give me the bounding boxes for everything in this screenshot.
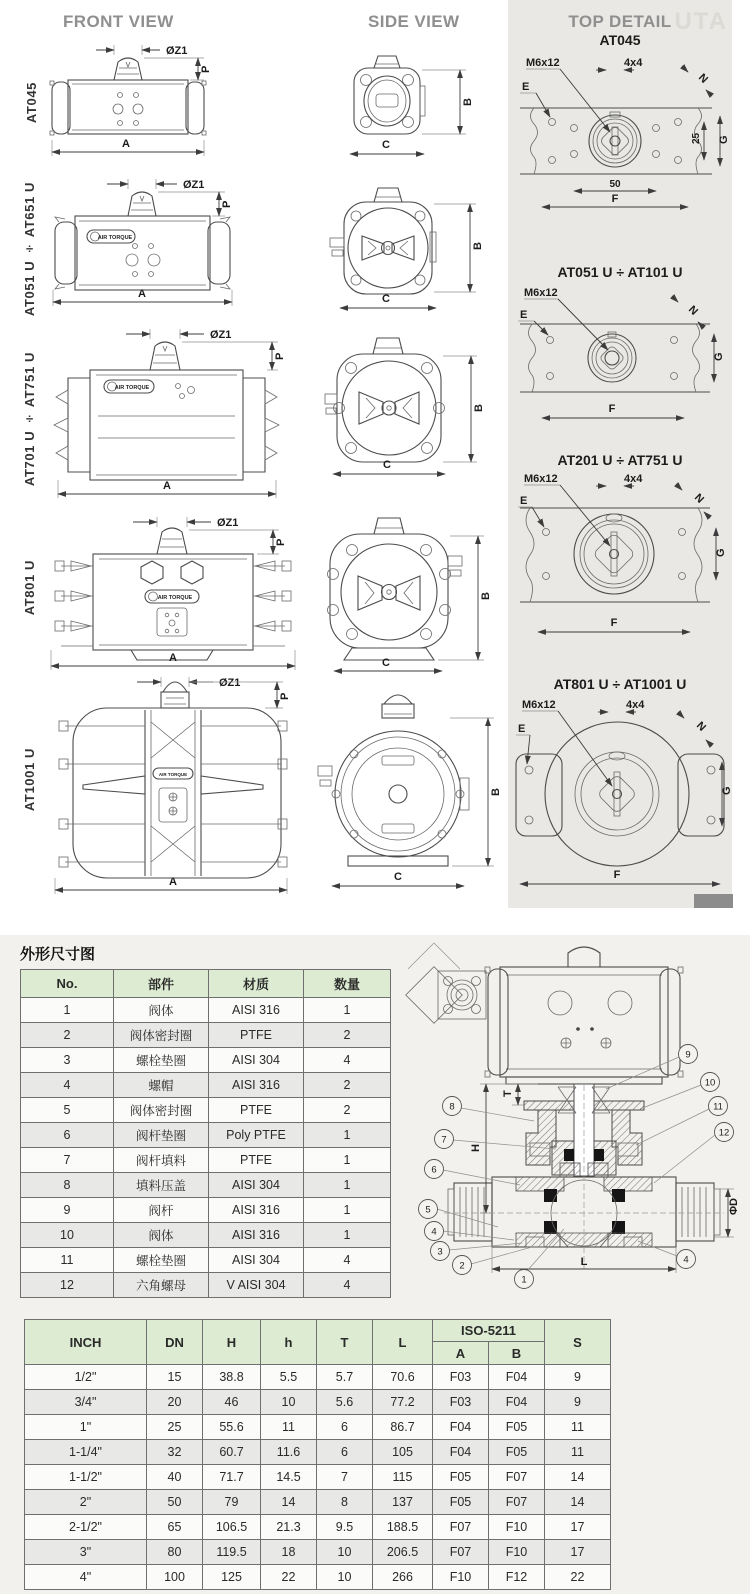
- table-cell: 106.5: [203, 1515, 261, 1540]
- front-view-at701: [28, 318, 313, 510]
- table-cell: 79: [203, 1490, 261, 1515]
- valve-dim-l: L: [580, 1256, 588, 1268]
- dim-p-label: P: [274, 352, 286, 360]
- table-cell: F04: [433, 1440, 489, 1465]
- brand-logo: AIR TORQUE: [158, 772, 188, 777]
- e-label: E: [518, 723, 526, 735]
- dim-25-label: 25: [691, 132, 702, 144]
- table-cell: 100: [147, 1565, 203, 1590]
- table-cell: 10: [317, 1565, 373, 1590]
- svg-text:1: 1: [521, 1274, 527, 1286]
- front-view-at045: [38, 36, 268, 166]
- table-cell: 46: [203, 1390, 261, 1415]
- table-row: [21, 1248, 391, 1273]
- table-cell: F07: [433, 1540, 489, 1565]
- callout-4b: [677, 1250, 696, 1269]
- dim-50-label: 50: [609, 179, 621, 190]
- table-cell: AISI 316: [209, 998, 304, 1023]
- table-cell: 11: [21, 1248, 114, 1273]
- table-cell: AISI 316: [209, 1223, 304, 1248]
- callout-12: [715, 1123, 734, 1142]
- table-cell: 18: [261, 1540, 317, 1565]
- col-h: h: [261, 1320, 317, 1365]
- model-label-at1001: AT1001 U: [22, 748, 37, 812]
- table-cell: 5: [21, 1098, 114, 1123]
- top-detail-at801: [512, 696, 733, 896]
- table-cell: 20: [147, 1390, 203, 1415]
- size-table-header-row-1: [25, 1320, 611, 1342]
- table-cell: 10: [317, 1540, 373, 1565]
- n-label: N: [695, 71, 710, 86]
- col-H: H: [203, 1320, 261, 1365]
- table-cell: F10: [489, 1515, 545, 1540]
- table-cell: 137: [373, 1490, 433, 1515]
- table-cell: 14: [261, 1490, 317, 1515]
- table-cell: 7: [21, 1148, 114, 1173]
- square-label: 4x4: [624, 57, 643, 69]
- table-cell: 105: [373, 1440, 433, 1465]
- table-cell: F03: [433, 1365, 489, 1390]
- dim-c-label: C: [382, 293, 390, 305]
- table-cell: 55.6: [203, 1415, 261, 1440]
- table-cell: 14: [545, 1490, 611, 1515]
- side-view-at045: [338, 48, 496, 160]
- table-cell: 1-1/4": [25, 1440, 147, 1465]
- table-cell: Poly PTFE: [209, 1123, 304, 1148]
- dim-p-label: P: [279, 692, 291, 700]
- table-row: [21, 1223, 391, 1248]
- col-iso-b: B: [489, 1342, 545, 1365]
- g-label: G: [721, 786, 733, 795]
- table-cell: 119.5: [203, 1540, 261, 1565]
- table-row: [25, 1390, 611, 1415]
- table-cell: 12: [21, 1273, 114, 1298]
- table-cell: 阀体密封圈: [114, 1023, 209, 1048]
- table-row: [25, 1490, 611, 1515]
- screw-label: M6x12: [526, 57, 560, 69]
- specs-section: [0, 935, 750, 1594]
- table-cell: F04: [489, 1365, 545, 1390]
- size-table: [24, 1319, 611, 1590]
- callout-4a: [425, 1222, 444, 1241]
- table-cell: 21.3: [261, 1515, 317, 1540]
- callout-6: [425, 1160, 444, 1179]
- dim-a-label: A: [122, 138, 130, 150]
- table-cell: 11: [545, 1415, 611, 1440]
- callout-5: [419, 1200, 438, 1219]
- e-label: E: [520, 495, 528, 507]
- table-cell: 7: [317, 1465, 373, 1490]
- callout-8: [443, 1097, 462, 1116]
- f-label: F: [611, 193, 619, 205]
- table-row: [21, 1048, 391, 1073]
- svg-text:12: 12: [718, 1127, 730, 1139]
- screw-label: M6x12: [522, 699, 556, 711]
- table-cell: 15: [147, 1365, 203, 1390]
- table-cell: 9.5: [317, 1515, 373, 1540]
- table-cell: 1": [25, 1415, 147, 1440]
- table-cell: 阀体密封圈: [114, 1098, 209, 1123]
- dim-z1-label: ØZ1: [217, 517, 239, 529]
- table-cell: 10: [21, 1223, 114, 1248]
- dim-a-label: A: [138, 288, 146, 300]
- table-cell: 4: [304, 1048, 391, 1073]
- valve-dim-h: H: [470, 1144, 482, 1152]
- model-label-at801: AT801 U: [22, 560, 37, 616]
- top-detail-title-at801: AT801 U ÷ AT1001 U: [553, 676, 687, 692]
- dim-c-label: C: [382, 657, 390, 669]
- e-label: E: [522, 81, 530, 93]
- screw-label: M6x12: [524, 287, 558, 299]
- table-cell: 115: [373, 1465, 433, 1490]
- table-cell: 25: [147, 1415, 203, 1440]
- table-cell: 1-1/2": [25, 1465, 147, 1490]
- table-cell: 11: [261, 1415, 317, 1440]
- dim-c-label: C: [383, 459, 391, 471]
- callout-2: [453, 1256, 472, 1275]
- svg-text:11: 11: [713, 1101, 723, 1113]
- dim-b-label: B: [473, 404, 485, 412]
- side-view-at051: [330, 180, 500, 312]
- model-label-at051: AT051 U ÷ AT651 U: [22, 182, 37, 317]
- table-row: [21, 1098, 391, 1123]
- dim-z1-label: ØZ1: [166, 45, 188, 57]
- table-cell: 3": [25, 1540, 147, 1565]
- callout-7: [435, 1130, 454, 1149]
- table-cell: F10: [489, 1540, 545, 1565]
- table-cell: 阀杆垫圈: [114, 1123, 209, 1148]
- svg-text:2: 2: [459, 1260, 465, 1272]
- dim-b-label: B: [472, 242, 484, 250]
- f-label: F: [610, 617, 618, 629]
- table-cell: 3: [21, 1048, 114, 1073]
- g-label: G: [715, 548, 727, 557]
- table-cell: F07: [489, 1490, 545, 1515]
- svg-text:8: 8: [449, 1101, 455, 1113]
- table-cell: 1: [304, 1148, 391, 1173]
- parts-table-header-row: [21, 970, 391, 998]
- side-view-at801: [320, 510, 506, 674]
- table-row: [21, 1123, 391, 1148]
- table-row: [25, 1440, 611, 1465]
- f-label: F: [613, 869, 621, 881]
- table-cell: 10: [261, 1390, 317, 1415]
- table-cell: 5.5: [261, 1365, 317, 1390]
- table-cell: 1: [304, 1123, 391, 1148]
- watermark: UTA: [674, 8, 728, 35]
- table-row: [25, 1365, 611, 1390]
- dim-b-label: B: [490, 788, 502, 796]
- table-cell: F10: [433, 1565, 489, 1590]
- table-cell: 60.7: [203, 1440, 261, 1465]
- table-cell: 125: [203, 1565, 261, 1590]
- table-row: [25, 1565, 611, 1590]
- valve-dim-t: T: [502, 1090, 514, 1097]
- table-cell: 14: [545, 1465, 611, 1490]
- table-cell: 3/4": [25, 1390, 147, 1415]
- dim-a-label: A: [169, 652, 177, 664]
- svg-text:10: 10: [704, 1077, 716, 1089]
- table-cell: 阀体: [114, 1223, 209, 1248]
- top-detail-at045: [512, 52, 728, 214]
- col-inch: INCH: [25, 1320, 147, 1365]
- table-cell: AISI 304: [209, 1048, 304, 1073]
- col-iso-a: A: [433, 1342, 489, 1365]
- table-cell: F12: [489, 1565, 545, 1590]
- table-row: [21, 1173, 391, 1198]
- table-cell: 5.6: [317, 1390, 373, 1415]
- table-row: [21, 1148, 391, 1173]
- table-cell: 螺栓垫圈: [114, 1048, 209, 1073]
- table-cell: 65: [147, 1515, 203, 1540]
- callout-9: [679, 1045, 698, 1064]
- table-cell: F07: [433, 1515, 489, 1540]
- g-label: G: [718, 135, 730, 144]
- front-view-at801: [25, 508, 320, 672]
- table-cell: 螺帽: [114, 1073, 209, 1098]
- svg-text:5: 5: [425, 1204, 431, 1216]
- col-part: 部件: [114, 970, 209, 998]
- table-row: [25, 1465, 611, 1490]
- top-detail-title-at051: AT051 U ÷ AT101 U: [557, 264, 683, 280]
- table-cell: F03: [433, 1390, 489, 1415]
- table-row: [21, 1198, 391, 1223]
- table-cell: 4: [304, 1273, 391, 1298]
- dim-a-label: A: [163, 480, 171, 492]
- table-cell: 206.5: [373, 1540, 433, 1565]
- side-view-heading: SIDE VIEW: [368, 12, 460, 31]
- table-cell: F04: [489, 1390, 545, 1415]
- n-label: N: [693, 719, 708, 734]
- table-cell: AISI 304: [209, 1248, 304, 1273]
- table-cell: 1/2": [25, 1365, 147, 1390]
- parts-table: [20, 969, 391, 1298]
- table-cell: 阀杆: [114, 1198, 209, 1223]
- dim-b-label: B: [480, 592, 492, 600]
- svg-text:7: 7: [441, 1134, 447, 1146]
- table-cell: 1: [21, 998, 114, 1023]
- col-S: S: [545, 1320, 611, 1365]
- svg-text:3: 3: [437, 1246, 443, 1258]
- table-cell: 4: [21, 1073, 114, 1098]
- top-detail-title-at045: AT045: [599, 32, 641, 48]
- brand-logo: AIR TORQUE: [114, 385, 150, 391]
- brand-logo: AIR TORQUE: [97, 235, 133, 241]
- table-cell: 阀体: [114, 998, 209, 1023]
- table-cell: 5.7: [317, 1365, 373, 1390]
- front-view-at1001: [25, 664, 320, 896]
- callout-11: [709, 1097, 728, 1116]
- table-cell: 11: [545, 1440, 611, 1465]
- table-cell: 6: [317, 1415, 373, 1440]
- table-row: [21, 998, 391, 1023]
- col-L: L: [373, 1320, 433, 1365]
- table-cell: 6: [317, 1440, 373, 1465]
- table-cell: 71.7: [203, 1465, 261, 1490]
- top-detail-heading: TOP DETAIL: [568, 12, 672, 31]
- table-cell: 50: [147, 1490, 203, 1515]
- table-cell: 2": [25, 1490, 147, 1515]
- table-cell: 9: [21, 1198, 114, 1223]
- callout-10: [701, 1073, 720, 1092]
- table-cell: 14.5: [261, 1465, 317, 1490]
- table-cell: 9: [545, 1365, 611, 1390]
- table-cell: 1: [304, 1198, 391, 1223]
- table-cell: 2: [304, 1098, 391, 1123]
- table-cell: 17: [545, 1540, 611, 1565]
- table-cell: 2: [304, 1073, 391, 1098]
- table-cell: 4": [25, 1565, 147, 1590]
- top-detail-at051: [512, 284, 728, 434]
- table-cell: 1: [304, 1173, 391, 1198]
- table-cell: AISI 316: [209, 1073, 304, 1098]
- table-cell: 2: [21, 1023, 114, 1048]
- table-cell: AISI 304: [209, 1173, 304, 1198]
- table-cell: 188.5: [373, 1515, 433, 1540]
- table-cell: PTFE: [209, 1098, 304, 1123]
- table-row: [25, 1540, 611, 1565]
- table-cell: 32: [147, 1440, 203, 1465]
- table-cell: 40: [147, 1465, 203, 1490]
- col-qty: 数量: [304, 970, 391, 998]
- col-material: 材质: [209, 970, 304, 998]
- dim-c-label: C: [382, 139, 390, 151]
- dim-a-label: A: [169, 876, 177, 888]
- model-label-at701: AT701 U ÷ AT751 U: [22, 352, 37, 487]
- table-cell: 8: [317, 1490, 373, 1515]
- table-cell: PTFE: [209, 1023, 304, 1048]
- table-cell: 1: [304, 1223, 391, 1248]
- table-cell: 22: [261, 1565, 317, 1590]
- table-cell: 4: [304, 1248, 391, 1273]
- brand-logo: AIR TORQUE: [157, 595, 193, 601]
- table-cell: F05: [433, 1490, 489, 1515]
- table-cell: 11.6: [261, 1440, 317, 1465]
- table-cell: 266: [373, 1565, 433, 1590]
- side-view-at1001: [318, 682, 510, 894]
- svg-text:9: 9: [685, 1049, 691, 1061]
- table-cell: 6: [21, 1123, 114, 1148]
- screw-label: M6x12: [524, 473, 558, 485]
- table-cell: 8: [21, 1173, 114, 1198]
- n-label: N: [691, 491, 706, 506]
- dim-c-label: C: [394, 871, 402, 883]
- col-dn: DN: [147, 1320, 203, 1365]
- dim-b-label: B: [462, 98, 474, 106]
- side-view-at701: [325, 328, 501, 478]
- table-cell: 阀杆填料: [114, 1148, 209, 1173]
- table-cell: 螺栓垫圈: [114, 1248, 209, 1273]
- square-label: 4x4: [624, 473, 643, 485]
- dim-p-label: P: [200, 65, 212, 73]
- dim-p-label: P: [275, 538, 287, 546]
- table-cell: 77.2: [373, 1390, 433, 1415]
- col-iso5211: ISO-5211: [433, 1320, 545, 1342]
- table-cell: AISI 316: [209, 1198, 304, 1223]
- n-label: N: [685, 303, 700, 318]
- table-cell: 70.6: [373, 1365, 433, 1390]
- e-label: E: [520, 309, 528, 321]
- table-cell: 86.7: [373, 1415, 433, 1440]
- table-cell: 22: [545, 1565, 611, 1590]
- front-view-heading: FRONT VIEW: [63, 12, 174, 31]
- dim-z1-label: ØZ1: [183, 179, 205, 191]
- callout-1: [515, 1270, 534, 1289]
- table-cell: F05: [433, 1465, 489, 1490]
- table-cell: 9: [545, 1390, 611, 1415]
- f-label: F: [608, 403, 616, 415]
- table-cell: 2: [304, 1023, 391, 1048]
- svg-text:4: 4: [431, 1226, 437, 1238]
- table-row: [25, 1515, 611, 1540]
- valve-assembly-diagram: [388, 937, 750, 1295]
- dim-z1-label: ØZ1: [219, 677, 241, 689]
- table-cell: 1: [304, 998, 391, 1023]
- svg-text:6: 6: [431, 1164, 437, 1176]
- table-cell: F05: [489, 1415, 545, 1440]
- model-label-at045: AT045: [24, 82, 39, 124]
- table-row: [21, 1023, 391, 1048]
- table-cell: V AISI 304: [209, 1273, 304, 1298]
- valve-dim-d: ΦD: [728, 1198, 740, 1215]
- svg-text:4: 4: [683, 1254, 689, 1266]
- dim-z1-label: ØZ1: [210, 329, 232, 341]
- col-no: No.: [21, 970, 114, 998]
- table-cell: 38.8: [203, 1365, 261, 1390]
- table-row: [21, 1273, 391, 1298]
- scan-artifact: [694, 894, 733, 908]
- top-detail-at201: [512, 470, 728, 656]
- table-cell: PTFE: [209, 1148, 304, 1173]
- table-cell: F07: [489, 1465, 545, 1490]
- table-row: [25, 1415, 611, 1440]
- table-cell: 17: [545, 1515, 611, 1540]
- table-row: [21, 1073, 391, 1098]
- g-label: G: [713, 352, 725, 361]
- callout-3: [431, 1242, 450, 1261]
- dim-p-label: P: [221, 200, 233, 208]
- col-T: T: [317, 1320, 373, 1365]
- top-detail-title-at201: AT201 U ÷ AT751 U: [557, 452, 683, 468]
- table-cell: 80: [147, 1540, 203, 1565]
- table-cell: 填料压盖: [114, 1173, 209, 1198]
- top-detail-panel: [508, 0, 732, 908]
- table-cell: 六角螺母: [114, 1273, 209, 1298]
- front-view-at051: [35, 170, 290, 312]
- parts-section-title: 外形尺寸图: [20, 946, 96, 963]
- table-cell: 2-1/2": [25, 1515, 147, 1540]
- table-cell: F05: [489, 1440, 545, 1465]
- square-label: 4x4: [626, 699, 645, 711]
- table-cell: F04: [433, 1415, 489, 1440]
